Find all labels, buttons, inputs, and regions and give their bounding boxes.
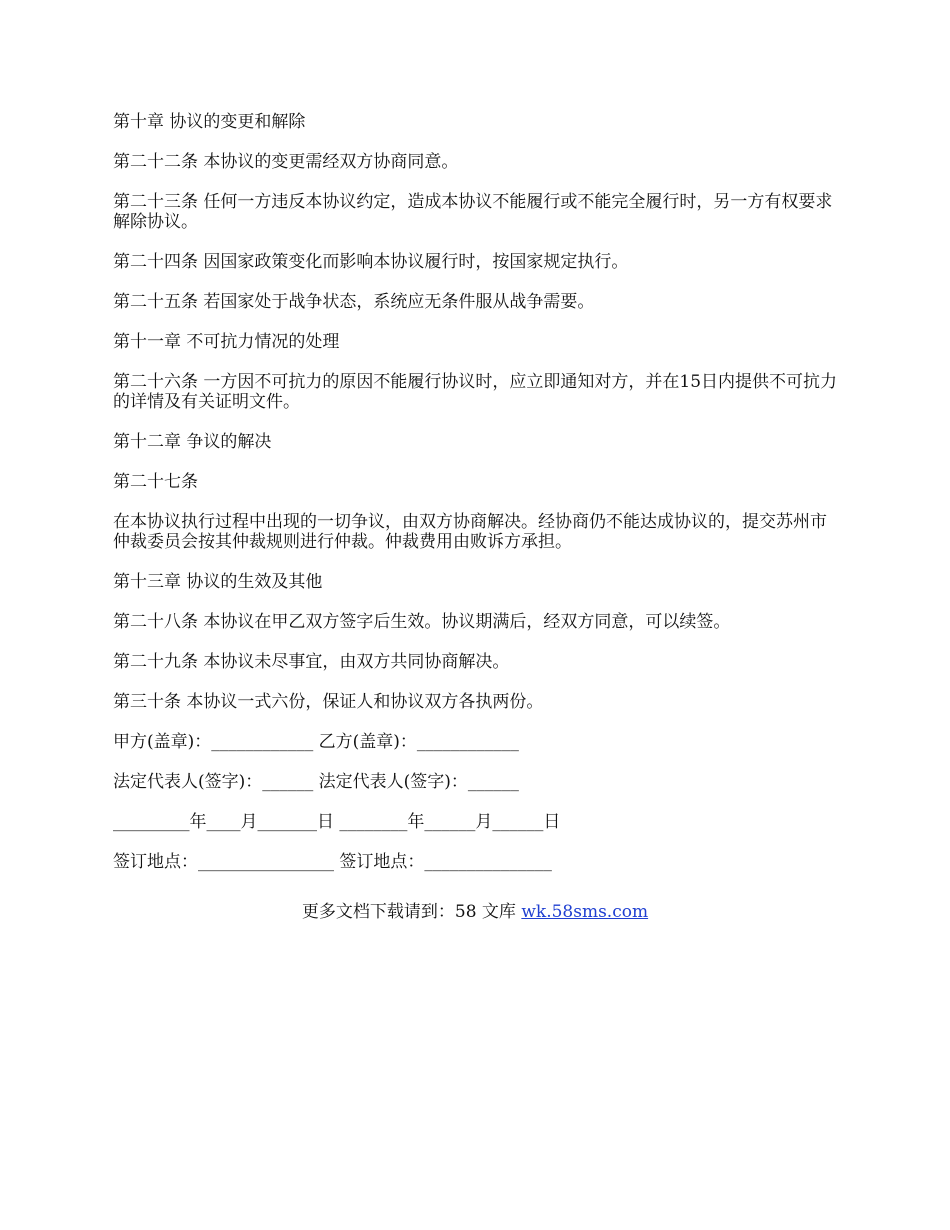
representative-signature-line: 法定代表人(签字)：______ 法定代表人(签字)：______ xyxy=(113,772,519,792)
document-body xyxy=(113,112,843,892)
footer-link[interactable]: wk.58sms.com xyxy=(521,902,649,922)
chapter-heading: 第十章 协议的变更和解除 xyxy=(113,112,306,132)
chapter-heading: 第十一章 不可抗力情况的处理 xyxy=(113,332,340,352)
article-paragraph: 第二十六条 一方因不可抗力的原因不能履行协议时，应立即通知对方，并在15日内提供不可抗力的详情及有关证明文件。 xyxy=(113,372,838,412)
article-paragraph: 第二十八条 本协议在甲乙双方签字后生效。协议期满后，经双方同意，可以续签。 xyxy=(113,612,731,632)
article-paragraph: 第二十二条 本协议的变更需经双方协商同意。 xyxy=(113,152,459,172)
date-line: _________年____月_______日 ________年______月______日 xyxy=(113,812,561,832)
chapter-heading: 第十三章 协议的生效及其他 xyxy=(113,572,323,592)
article-heading: 第二十七条 xyxy=(113,472,198,492)
article-paragraph: 第二十四条 因国家政策变化而影响本协议履行时，按国家规定执行。 xyxy=(113,252,629,272)
chapter-heading: 第十二章 争议的解决 xyxy=(113,432,272,452)
article-paragraph: 第二十五条 若国家处于战争状态，系统应无条件服从战争需要。 xyxy=(113,292,595,312)
article-paragraph: 在本协议执行过程中出现的一切争议，由双方协商解决。经协商仍不能达成协议的，提交苏州市仲裁委员会按其仲裁规则进行仲裁。仲裁费用由败诉方承担。 xyxy=(113,512,827,552)
footer-text: 更多文档下载请到：58 文库 xyxy=(301,902,522,922)
footer xyxy=(0,902,950,922)
article-paragraph: 第二十九条 本协议未尽事宜，由双方共同协商解决。 xyxy=(113,652,510,672)
article-paragraph: 第二十三条 任何一方违反本协议约定，造成本协议不能履行或不能完全履行时，另一方有权要求解除协议。 xyxy=(113,192,833,232)
article-paragraph: 第三十条 本协议一式六份，保证人和协议双方各执两份。 xyxy=(113,692,544,712)
party-seal-line: 甲方(盖章)：____________ 乙方(盖章)：____________ xyxy=(113,732,519,752)
signing-location-line: 签订地点：________________ 签订地点：_______________ xyxy=(113,852,552,872)
